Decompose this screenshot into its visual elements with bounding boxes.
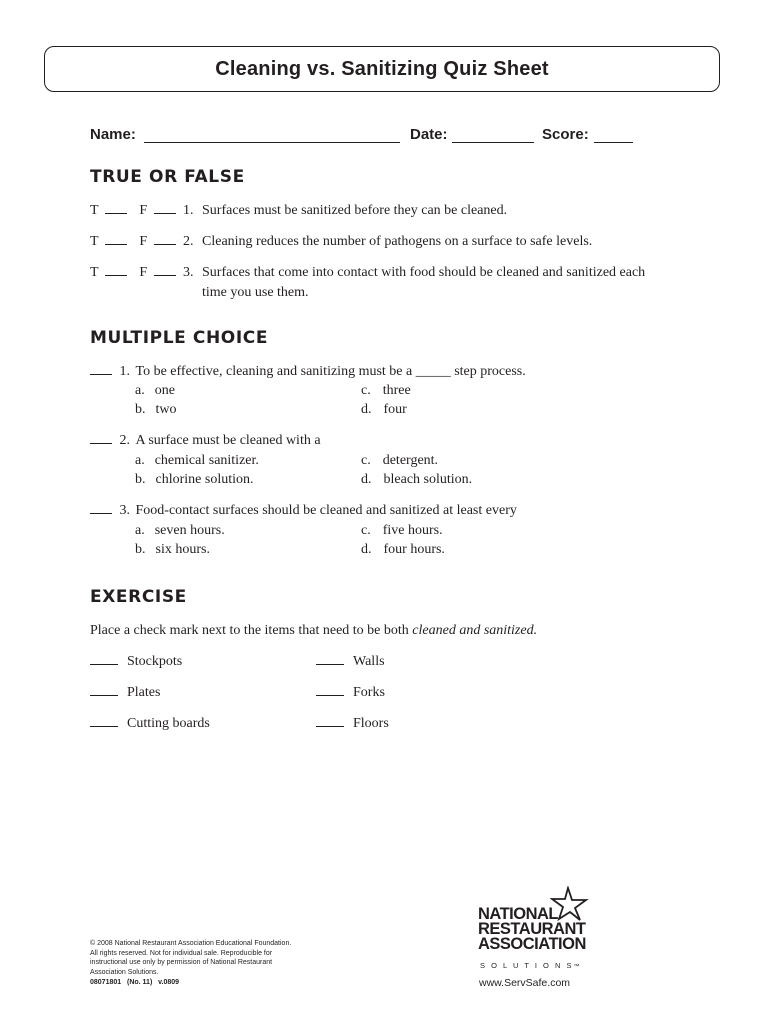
check-blank[interactable]	[316, 715, 344, 727]
logo-restaurant: RESTAURANT	[478, 920, 586, 938]
true-blank[interactable]	[105, 264, 127, 276]
question-number: 2.	[183, 234, 194, 249]
option-b	[135, 470, 254, 489]
trademark: ™	[573, 964, 580, 970]
option-letter: d.	[361, 542, 372, 557]
question-text: Surfaces that come into contact with food should be cleaned and sanitized each	[202, 265, 646, 280]
option-letter: b.	[135, 402, 146, 417]
solutions-text: S O L U T I O N S	[480, 961, 574, 970]
question-number: 3.	[183, 265, 194, 280]
question-text: A surface must be cleaned with a	[135, 433, 321, 448]
item-label: Forks	[353, 685, 385, 700]
score-field[interactable]	[594, 142, 633, 143]
option-letter: d.	[361, 472, 372, 487]
true-blank[interactable]	[105, 233, 127, 245]
option-letter: b.	[135, 472, 146, 487]
code: 08071801	[90, 979, 122, 986]
option-letter: c.	[361, 453, 371, 468]
t-label: T	[90, 265, 99, 280]
option-c	[361, 521, 443, 540]
option-text: four hours.	[383, 542, 445, 557]
copyright-line: All rights reserved. Not for individual sale. Reproducible for	[90, 949, 273, 957]
date-field[interactable]	[452, 142, 534, 143]
item-label: Plates	[127, 685, 161, 700]
copyright-line: Association Solutions.	[90, 968, 159, 976]
check-blank[interactable]	[90, 653, 118, 665]
option-letter: d.	[361, 402, 372, 417]
true-false-heading: TRUE OR FALSE	[90, 167, 245, 187]
option-a	[135, 381, 175, 400]
f-label: F	[139, 265, 148, 280]
option-a	[135, 521, 225, 540]
question-text: Cleaning reduces the number of pathogens on a surface to safe levels.	[202, 234, 593, 249]
option-text: seven hours.	[154, 523, 225, 538]
option-text: bleach solution.	[383, 472, 473, 487]
logo-association: ASSOCIATION	[478, 935, 586, 953]
website-link[interactable]: www.ServSafe.com	[479, 977, 571, 989]
option-d	[361, 400, 407, 419]
option-text: two	[155, 402, 177, 417]
option-d	[361, 470, 472, 489]
check-blank[interactable]	[90, 684, 118, 696]
option-letter: c.	[361, 523, 371, 538]
number: (No. 11)	[127, 979, 153, 986]
option-letter: a.	[135, 383, 145, 398]
f-label: F	[139, 234, 148, 249]
exercise-instruction	[90, 621, 537, 640]
item-label: Floors	[353, 716, 389, 731]
option-text: six hours.	[155, 542, 210, 557]
option-text: chlorine solution.	[155, 472, 254, 487]
checklist-item	[316, 652, 385, 671]
answer-blank[interactable]	[90, 363, 112, 375]
logo-national: NATIONAL	[478, 905, 559, 923]
option-letter: b.	[135, 542, 146, 557]
t-label: T	[90, 203, 99, 218]
name-field[interactable]	[144, 142, 400, 143]
version: v.0809	[158, 979, 180, 986]
copyright-line: instructional use only by permission of National Restaurant	[90, 959, 273, 966]
check-blank[interactable]	[316, 684, 344, 696]
logo-solutions	[480, 961, 579, 970]
question-number: 3.	[119, 503, 130, 518]
checklist-item	[316, 714, 389, 733]
multiple-choice-heading: MULTIPLE CHOICE	[90, 328, 269, 348]
check-blank[interactable]	[90, 715, 118, 727]
option-text: four	[383, 402, 407, 417]
tf-question-1	[90, 201, 508, 220]
option-b	[135, 540, 210, 559]
checklist-item	[316, 683, 385, 702]
question-text: To be effective, cleaning and sanitizing must be a _____ step process.	[135, 364, 526, 379]
item-label: Walls	[353, 654, 385, 669]
item-label: Stockpots	[127, 654, 183, 669]
option-text: three	[382, 383, 411, 398]
copyright-line: © 2008 National Restaurant Association Educational Foundation.	[90, 940, 292, 947]
nra-logo	[476, 886, 606, 978]
t-label: T	[90, 234, 99, 249]
option-b	[135, 400, 177, 419]
option-text: five hours.	[382, 523, 443, 538]
false-blank[interactable]	[154, 264, 176, 276]
instruction-emphasis: cleaned and sanitized.	[412, 623, 538, 638]
mc-question-3	[90, 501, 517, 520]
checklist-item	[90, 714, 210, 733]
question-number: 1.	[183, 203, 194, 218]
exercise-heading: EXERCISE	[90, 587, 187, 607]
f-label: F	[139, 203, 148, 218]
option-letter: a.	[135, 453, 145, 468]
option-d	[361, 540, 445, 559]
page-title: Cleaning vs. Sanitizing Quiz Sheet	[44, 46, 720, 92]
question-text-continued: time you use them.	[202, 285, 309, 300]
instruction-text: Place a check mark next to the items that need to be both	[90, 623, 413, 638]
false-blank[interactable]	[154, 233, 176, 245]
checklist-item	[90, 683, 160, 702]
check-blank[interactable]	[316, 653, 344, 665]
item-label: Cutting boards	[127, 716, 210, 731]
false-blank[interactable]	[154, 202, 176, 214]
checklist-item	[90, 652, 182, 671]
option-letter: a.	[135, 523, 145, 538]
answer-blank[interactable]	[90, 432, 112, 444]
option-letter: c.	[361, 383, 371, 398]
question-number: 1.	[119, 364, 130, 379]
answer-blank[interactable]	[90, 502, 112, 514]
mc-question-1	[90, 362, 526, 381]
question-number: 2.	[119, 433, 130, 448]
option-a	[135, 451, 259, 470]
name-label: Name:	[90, 126, 136, 143]
document-code	[90, 978, 291, 988]
tf-question-2	[90, 232, 593, 251]
option-c	[361, 451, 438, 470]
true-blank[interactable]	[105, 202, 127, 214]
mc-question-2	[90, 431, 321, 450]
tf-question-3	[90, 263, 646, 300]
question-text: Food-contact surfaces should be cleaned and sanitized at least every	[135, 503, 517, 518]
score-label: Score:	[542, 126, 589, 143]
option-text: chemical sanitizer.	[154, 453, 259, 468]
copyright-notice	[90, 939, 291, 988]
option-c	[361, 381, 411, 400]
option-text: detergent.	[382, 453, 439, 468]
date-label: Date:	[410, 126, 448, 143]
question-text: Surfaces must be sanitized before they can be cleaned.	[202, 203, 508, 218]
option-text: one	[154, 383, 175, 398]
